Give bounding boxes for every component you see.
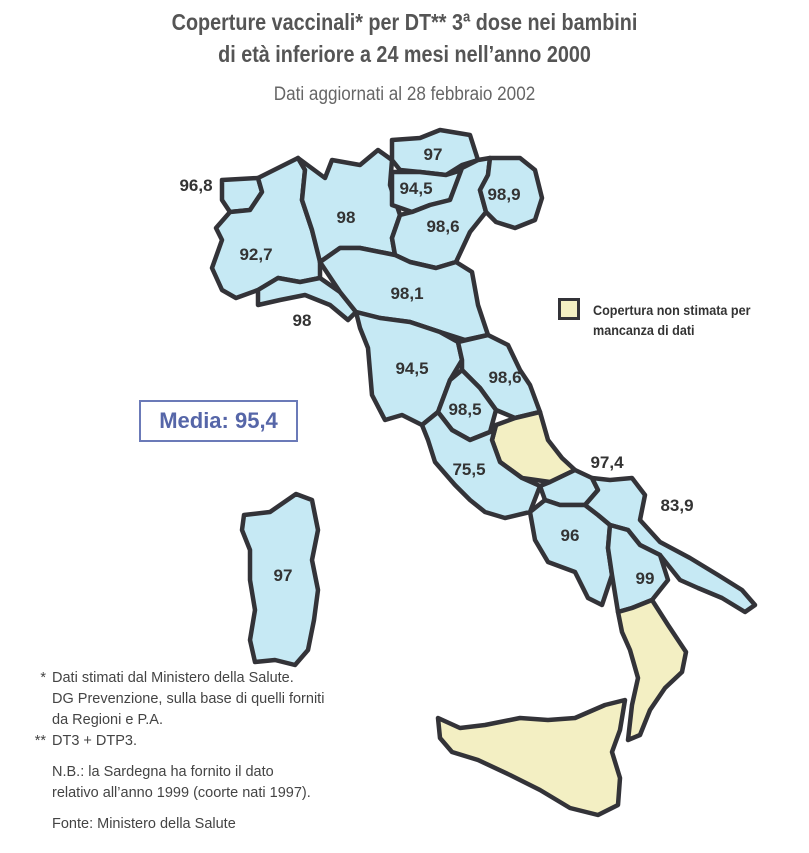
title-line-2: di età inferiore a 24 mesi nell’anno 2000 xyxy=(218,41,591,67)
footnote-star-mark: * xyxy=(40,670,46,686)
footnote-star-line-2: DG Prevenzione, sulla base di quelli forniti xyxy=(52,691,325,707)
label-valle-d-aosta: 96,8 xyxy=(179,176,213,195)
label-lombardia: 98 xyxy=(336,208,356,227)
footnote-star-line-3: da Regioni e P.A. xyxy=(52,712,163,728)
label-friuli: 98,9 xyxy=(487,185,521,204)
source-note: Fonte: Ministero della Salute xyxy=(52,816,236,832)
label-molise: 97,4 xyxy=(590,453,624,472)
label-puglia: 83,9 xyxy=(660,496,694,515)
label-piemonte: 92,7 xyxy=(239,245,273,264)
subtitle: Dati aggiornati al 28 febbraio 2002 xyxy=(273,84,536,105)
label-toscana: 94,5 xyxy=(395,359,429,378)
label-umbria: 98,5 xyxy=(448,400,482,419)
label-marche: 98,6 xyxy=(488,368,522,387)
footnote-double-star-text: DT3 + DTP3. xyxy=(52,733,138,749)
footnote-double-star xyxy=(24,731,404,752)
legend-no-data-swatch xyxy=(558,298,580,320)
label-veneto: 98,6 xyxy=(426,217,460,236)
nb-line-1: N.B.: la Sardegna ha fornito il dato xyxy=(52,764,274,780)
region-calabria-no-data xyxy=(618,600,686,740)
label-lazio: 75,5 xyxy=(452,460,486,479)
region-sicilia-no-data xyxy=(438,700,625,815)
label-sardegna: 97 xyxy=(273,566,293,585)
nb-line-2: relativo all’anno 1999 (coorte nati 1997). xyxy=(52,785,311,801)
footnotes xyxy=(24,668,404,835)
media-box xyxy=(139,400,298,442)
label-campania: 96 xyxy=(560,526,580,545)
footnote-double-star-mark: ** xyxy=(34,733,46,749)
title-line-1: Coperture vaccinali* per DT** 3ª dose nei bambini xyxy=(171,9,638,35)
footnote-star xyxy=(24,668,404,689)
label-alto-adige: 97 xyxy=(423,145,443,164)
label-basilicata: 99 xyxy=(635,569,655,588)
legend-no-data-label: Copertura non stimata per mancanza di dati xyxy=(593,302,751,338)
media-label: Media: 95,4 xyxy=(159,408,278,433)
footnote-star-line-1: Dati stimati dal Ministero della Salute. xyxy=(52,670,294,686)
label-trentino: 94,5 xyxy=(399,179,433,198)
label-liguria: 98 xyxy=(292,311,312,330)
label-emilia-romagna: 98,1 xyxy=(390,284,424,303)
